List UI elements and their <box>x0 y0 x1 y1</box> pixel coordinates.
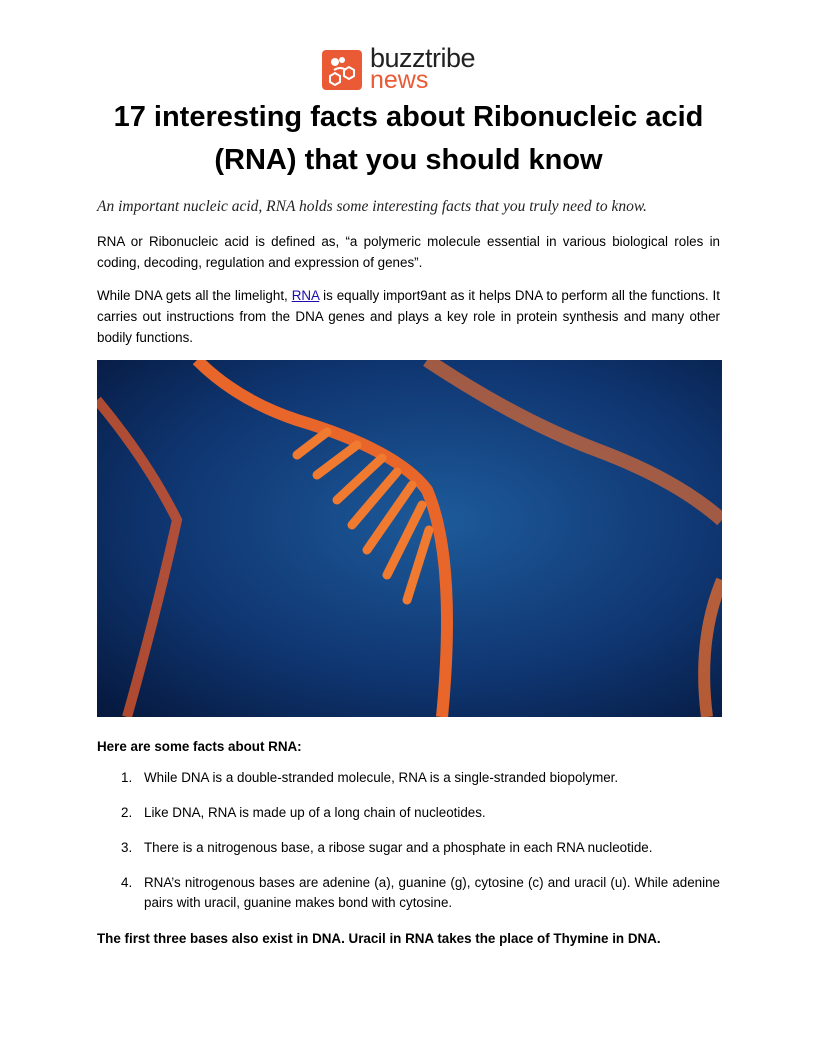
item-text: While DNA is a double-stranded molecule, RNA is a single-stranded biopolymer. <box>144 770 619 785</box>
dna-rna-paragraph <box>97 285 720 348</box>
list-item <box>97 803 720 823</box>
list-item <box>97 873 720 913</box>
item-text: RNA’s nitrogenous bases are adenine (a), guanine (g), cytosine (c) and uracil (u). While adenine pairs with uracil, guanine makes bond with cytosine. <box>144 875 720 910</box>
rna-strand-image <box>97 360 722 717</box>
item-number: 1. <box>121 770 133 785</box>
list-item <box>97 768 720 788</box>
logo-subtext: news <box>370 66 429 94</box>
facts-heading: Here are some facts about RNA: <box>97 739 302 754</box>
list-item <box>97 838 720 858</box>
rna-link[interactable]: RNA <box>291 288 320 303</box>
text: is equally import9ant as it helps DNA to perform all the functions. It carries out instructions from the DNA genes and plays a key role in protein synthesis and many other bodily functions. <box>97 288 720 345</box>
item-number: 4. <box>121 875 133 890</box>
page-title: 17 interesting facts about Ribonucleic acid (RNA) that you should know <box>113 101 704 176</box>
item-text: There is a nitrogenous base, a ribose sugar and a phosphate in each RNA nucleotide. <box>144 840 653 855</box>
facts-list <box>97 768 720 928</box>
item-number: 3. <box>121 840 133 855</box>
item-text: Like DNA, RNA is made up of a long chain of nucleotides. <box>144 805 486 820</box>
intro-paragraph: RNA or Ribonucleic acid is defined as, “a polymeric molecule essential in various biological roles in coding, decoding, regulation and expression of genes”. <box>97 234 720 270</box>
text: While DNA gets all the limelight, <box>97 288 292 303</box>
closing-statement: The first three bases also exist in DNA. Uracil in RNA takes the place of Thymine in DNA. <box>97 931 661 946</box>
bee-logo-icon <box>322 50 362 90</box>
buzztribe-logo <box>322 43 476 94</box>
item-number: 2. <box>121 805 133 820</box>
subtitle: An important nucleic acid, RNA holds some interesting facts that you truly need to know. <box>97 198 647 215</box>
logo-wordmark: buzztribe <box>370 43 476 73</box>
